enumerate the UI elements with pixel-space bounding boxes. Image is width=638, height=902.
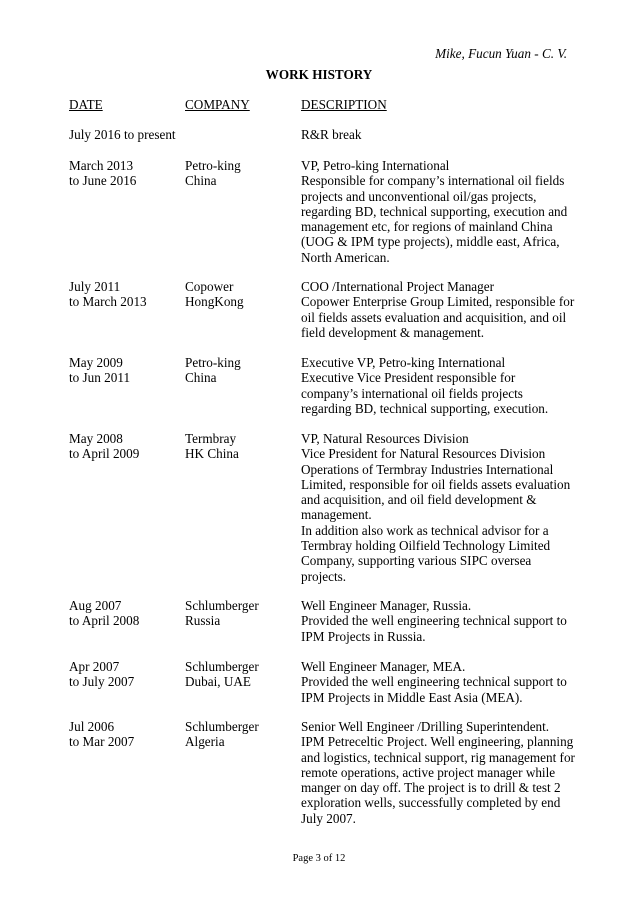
entry-description-line: regarding BD, technical supporting, execution. bbox=[301, 400, 549, 416]
entry-date-line: May 2008 bbox=[69, 431, 123, 446]
entry-description-line: July 2007. bbox=[301, 810, 356, 826]
entry-description-line: and acquisition, and oil field development & bbox=[301, 492, 537, 508]
entry-description-line: oil fields assets evaluation and acquisition, and oil bbox=[301, 309, 567, 325]
entry-company bbox=[185, 355, 297, 386]
entry-description bbox=[301, 598, 573, 644]
entry-date bbox=[69, 158, 181, 189]
entry-description-line: Well Engineer Manager, MEA. bbox=[301, 659, 466, 674]
entry-description bbox=[301, 355, 573, 416]
entry-description-line: Company, supporting various SIPC oversea bbox=[301, 553, 532, 569]
entry-company bbox=[185, 598, 297, 629]
entry-date bbox=[69, 598, 181, 629]
entry-date-line: July 2011 bbox=[69, 279, 121, 294]
entry-date-line: March 2013 bbox=[69, 158, 134, 173]
entry-date-line: Apr 2007 bbox=[69, 659, 120, 674]
entry-description-line: company’s international oil fields projects bbox=[301, 385, 523, 401]
entry-company-line: Termbray bbox=[185, 431, 237, 446]
entry-description-line: VP, Petro-king International bbox=[301, 158, 450, 173]
entry-description bbox=[301, 127, 573, 142]
entry-description-line: Well Engineer Manager, Russia. bbox=[301, 598, 472, 613]
entry-description-line: R&R break bbox=[301, 127, 362, 142]
entry-company-line: Schlumberger bbox=[185, 598, 259, 613]
entry-description-line: Senior Well Engineer /Drilling Superintendent. bbox=[301, 719, 550, 734]
entry-date-line: to March 2013 bbox=[69, 294, 147, 310]
entry-date bbox=[69, 279, 181, 310]
entry-description-line: field development & management. bbox=[301, 324, 485, 340]
entry-description-line: Executive VP, Petro-king International bbox=[301, 355, 506, 370]
cv-author-header: Mike, Fucun Yuan - C. V. bbox=[435, 46, 567, 61]
entry-description-line: COO /International Project Manager bbox=[301, 279, 494, 294]
entry-company-line: Petro-king bbox=[185, 355, 241, 370]
entry-description-line: Executive Vice President responsible for bbox=[301, 370, 516, 386]
entry-date-line: to Mar 2007 bbox=[69, 734, 135, 750]
page-number: Page 3 of 12 bbox=[292, 853, 346, 864]
entry-date-line: to April 2009 bbox=[69, 446, 140, 462]
entry-description-line: Copower Enterprise Group Limited, responsible for bbox=[301, 294, 575, 310]
entry-description bbox=[301, 158, 573, 265]
entry-date-line: July 2016 to present bbox=[69, 127, 176, 142]
entry-description bbox=[301, 719, 573, 826]
entry-company-line: Algeria bbox=[185, 734, 225, 750]
entry-description-line: Vice President for Natural Resources Division bbox=[301, 446, 546, 462]
column-header-description: DESCRIPTION bbox=[301, 97, 387, 112]
entry-company-line: Dubai, UAE bbox=[185, 674, 251, 690]
entry-company-line: Copower bbox=[185, 279, 234, 294]
entry-description-line: Responsible for company’s international oil fields bbox=[301, 173, 565, 189]
entry-description-line: remote operations, active project manager while bbox=[301, 764, 556, 780]
section-title: WORK HISTORY bbox=[265, 67, 373, 82]
entry-date bbox=[69, 659, 181, 690]
entry-description-line: Provided the well engineering technical support to bbox=[301, 674, 567, 690]
column-headers bbox=[0, 97, 638, 113]
entry-description-line: Limited, responsible for oil fields assets evaluation bbox=[301, 476, 571, 492]
entry-date bbox=[69, 719, 181, 750]
entry-company-line: Russia bbox=[185, 613, 221, 629]
entry-date-line: Jul 2006 bbox=[69, 719, 115, 734]
entry-description-line: Provided the well engineering technical support to bbox=[301, 613, 567, 629]
entry-date-line: to April 2008 bbox=[69, 613, 140, 629]
entry-description-line: regarding BD, technical supporting, execution and bbox=[301, 203, 568, 219]
entry-company bbox=[185, 158, 297, 189]
entry-description-line: manger on day off. The project is to drill & test 2 bbox=[301, 780, 561, 796]
entry-description bbox=[301, 431, 573, 584]
entry-description-line: Termbray holding Oilfield Technology Limited bbox=[301, 538, 551, 554]
entry-company-line: Schlumberger bbox=[185, 659, 259, 674]
entry-description-line: Operations of Termbray Industries International bbox=[301, 461, 554, 477]
entry-company-line: Schlumberger bbox=[185, 719, 259, 734]
entry-company bbox=[185, 659, 297, 690]
entry-description-line: IPM Petreceltic Project. Well engineering, planning bbox=[301, 734, 574, 750]
entry-description-line: exploration wells, successfully completed by end bbox=[301, 795, 561, 811]
entry-description-line: and logistics, technical support, rig management for bbox=[301, 749, 575, 765]
entry-description-line: (UOG & IPM type projects), middle east, Africa, bbox=[301, 234, 560, 250]
entry-description-line: management. bbox=[301, 507, 372, 523]
entry-description-line: management etc, for regions of mainland China bbox=[301, 219, 553, 235]
entry-date-line: Aug 2007 bbox=[69, 598, 122, 613]
entry-description-line: projects and unconventional oil/gas projects, bbox=[301, 188, 537, 204]
entry-date-line: May 2009 bbox=[69, 355, 123, 370]
entry-date-line: to July 2007 bbox=[69, 674, 135, 690]
entry-company bbox=[185, 279, 297, 310]
entry-description bbox=[301, 279, 573, 340]
entry-description-line: North American. bbox=[301, 249, 390, 265]
entry-company-line: HK China bbox=[185, 446, 239, 462]
entry-company bbox=[185, 431, 297, 462]
entry-company-line: Petro-king bbox=[185, 158, 241, 173]
entry-company-line: China bbox=[185, 370, 217, 386]
entry-description-line: IPM Projects in Russia. bbox=[301, 628, 426, 644]
column-header-company: COMPANY bbox=[185, 97, 250, 112]
entry-company-line: HongKong bbox=[185, 294, 244, 310]
column-header-date: DATE bbox=[69, 97, 103, 112]
entry-description bbox=[301, 659, 573, 705]
entry-date bbox=[69, 355, 181, 386]
entry-date-line: to Jun 2011 bbox=[69, 370, 131, 386]
entry-description-line: IPM Projects in Middle East Asia (MEA). bbox=[301, 689, 523, 705]
entry-description-line: In addition also work as technical advisor for a bbox=[301, 522, 549, 538]
entry-description-line: VP, Natural Resources Division bbox=[301, 431, 469, 446]
entry-company bbox=[185, 719, 297, 750]
entry-date bbox=[69, 431, 181, 462]
entry-date bbox=[69, 127, 181, 142]
entry-description-line: projects. bbox=[301, 568, 347, 584]
entry-company-line: China bbox=[185, 173, 217, 189]
entry-date-line: to June 2016 bbox=[69, 173, 137, 189]
